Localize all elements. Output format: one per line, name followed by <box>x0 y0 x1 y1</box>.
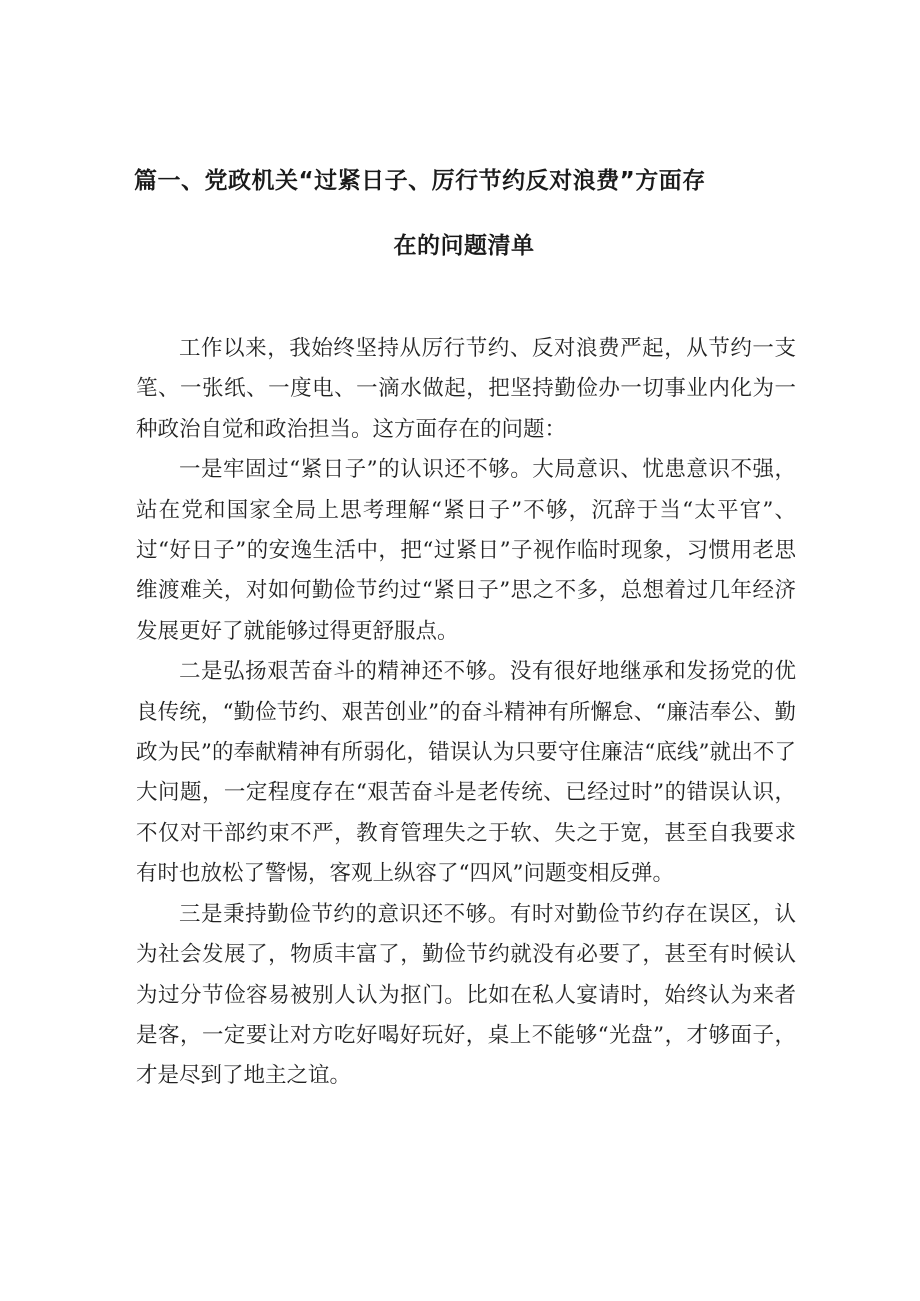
paragraph-point-2: 二是弘扬艰苦奋斗的精神还不够。没有很好地继承和发扬党的优良传统，“勤俭节约、艰苦创业”的奋斗精神有所懈怠、“廉洁奉公、勤政为民”的奉献精神有所弱化，错误认为只要守住廉洁“底线”就出不了大问题，一定程度存在“艰苦奋斗是老传统、已经过时”的错误认识，不仅对干部约束不严，教育管理失之于软、失之于宽，甚至自我要求有时也放松了警惕，客观上纵容了“四风”问题变相反弹。 <box>136 659 796 887</box>
document-body <box>136 329 796 1097</box>
paragraph-point-3: 三是秉持勤俭节约的意识还不够。有时对勤俭节约存在误区，认为社会发展了，物质丰富了，勤俭节约就没有必要了，甚至有时候认为过分节俭容易被别人认为抠门。比如在私人宴请时，始终认为来者是客，一定要让对方吃好喝好玩好，桌上不能够“光盘”，才够面子，才是尽到了地主之谊。 <box>136 901 796 1089</box>
paragraph-point-1: 一是牢固过“紧日子”的认识还不够。大局意识、忧患意识不强，站在党和国家全局上思考理解“紧日子”不够，沉辞于当“太平官”、过“好日子”的安逸生活中，把“过紧日”子视作临时现象，习惯用老思维渡难关，对如何勤俭节约过“紧日子”思之不多，总想着过几年经济发展更好了就能够过得更舒服点。 <box>136 457 796 644</box>
document-title-line-1: 篇一、党政机关“过紧日子、厉行节约反对浪费”方面存 <box>134 168 706 194</box>
paragraph-intro: 工作以来，我始终坚持从厉行节约、反对浪费严起，从节约一支笔、一张纸、一度电、一滴水做起，把坚持勤俭办一切事业内化为一种政治自觉和政治担当。这方面存在的问题： <box>136 336 796 442</box>
document-title-line-2: 在的问题清单 <box>393 233 535 259</box>
